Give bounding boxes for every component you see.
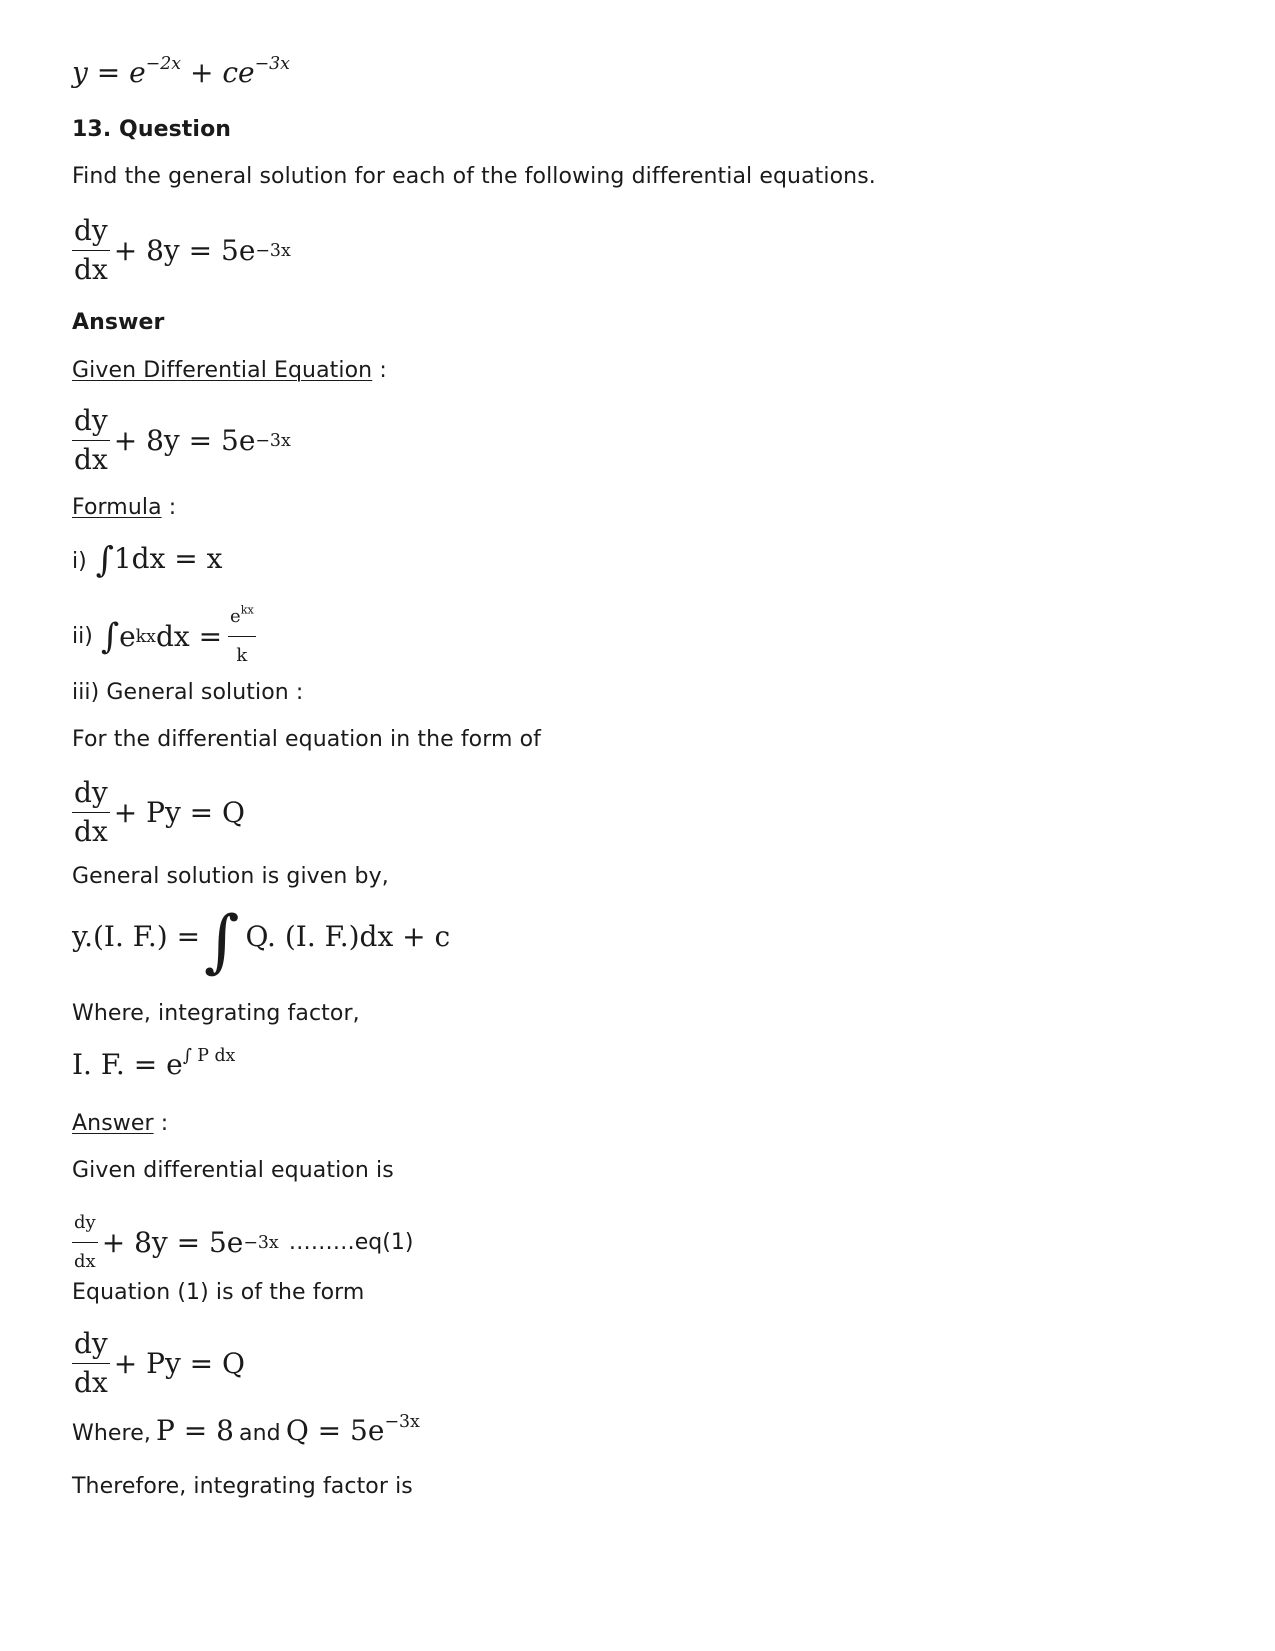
integral-symbol: ∫ xyxy=(95,540,114,581)
therefore-text: Therefore, integrating factor is xyxy=(72,1474,413,1499)
formula-i: i) ∫1dx = x xyxy=(72,540,223,581)
question-text: Find the general solution for each of the following differential equations. xyxy=(72,164,876,189)
standard-form-equation-2: $\frac{dy}{dx}$ + Py = Q xyxy=(74,1327,245,1399)
question-equation: $\frac{dy}{dx}$ + 8y = 5e −3x xyxy=(74,214,291,286)
previous-answer-equation: $y = e^{-2x} + ce^{-3x}$ xyxy=(72,53,290,89)
formula-ii: ii) ∫ e kx dx = $\frac{e^{kx}}{k}$ xyxy=(72,600,260,673)
given-differential-equation-label: Given Differential Equation : xyxy=(72,358,387,383)
formula-iii: iii) General solution : xyxy=(72,680,304,705)
integrating-factor-text: Where, integrating factor, xyxy=(72,1001,360,1026)
equation-1: $\frac{dy}{dx}$ + 8y = 5e −3x ………eq(1) xyxy=(72,1206,413,1279)
where-p-q-line: Where, P = 8 and $Q = 5e^{-3x}$ xyxy=(72,1411,420,1447)
standard-form-equation: $\frac{dy}{dx}$ + Py = Q xyxy=(74,776,245,848)
answer-heading: Answer xyxy=(72,310,165,335)
formula-label-text: Formula xyxy=(72,495,162,520)
general-solution-text: General solution is given by, xyxy=(72,864,389,889)
integral-symbol: ∫ xyxy=(204,902,240,981)
formula-label: Formula : xyxy=(72,495,177,520)
general-solution-equation: y.(I. F.) =∫ Q. (I. F.)dx + c xyxy=(72,902,451,981)
given-label-text: Given Differential Equation xyxy=(72,358,373,383)
equation-tag: ………eq(1) xyxy=(288,1229,414,1255)
form-of-text-2: Equation (1) is of the form xyxy=(72,1280,365,1305)
given-equation: $\frac{dy}{dx}$ + 8y = 5e −3x xyxy=(74,404,291,476)
answer-label: Answer : xyxy=(72,1111,169,1136)
form-of-text: For the differential equation in the form of xyxy=(72,727,542,752)
answer-label-text: Answer xyxy=(72,1111,154,1136)
question-heading: 13. Question xyxy=(72,117,232,142)
integrating-factor-formula: I. F. = $e^{\int P dx}$ xyxy=(72,1045,236,1081)
given-de-text: Given differential equation is xyxy=(72,1158,394,1183)
integral-symbol: ∫ xyxy=(100,616,120,657)
